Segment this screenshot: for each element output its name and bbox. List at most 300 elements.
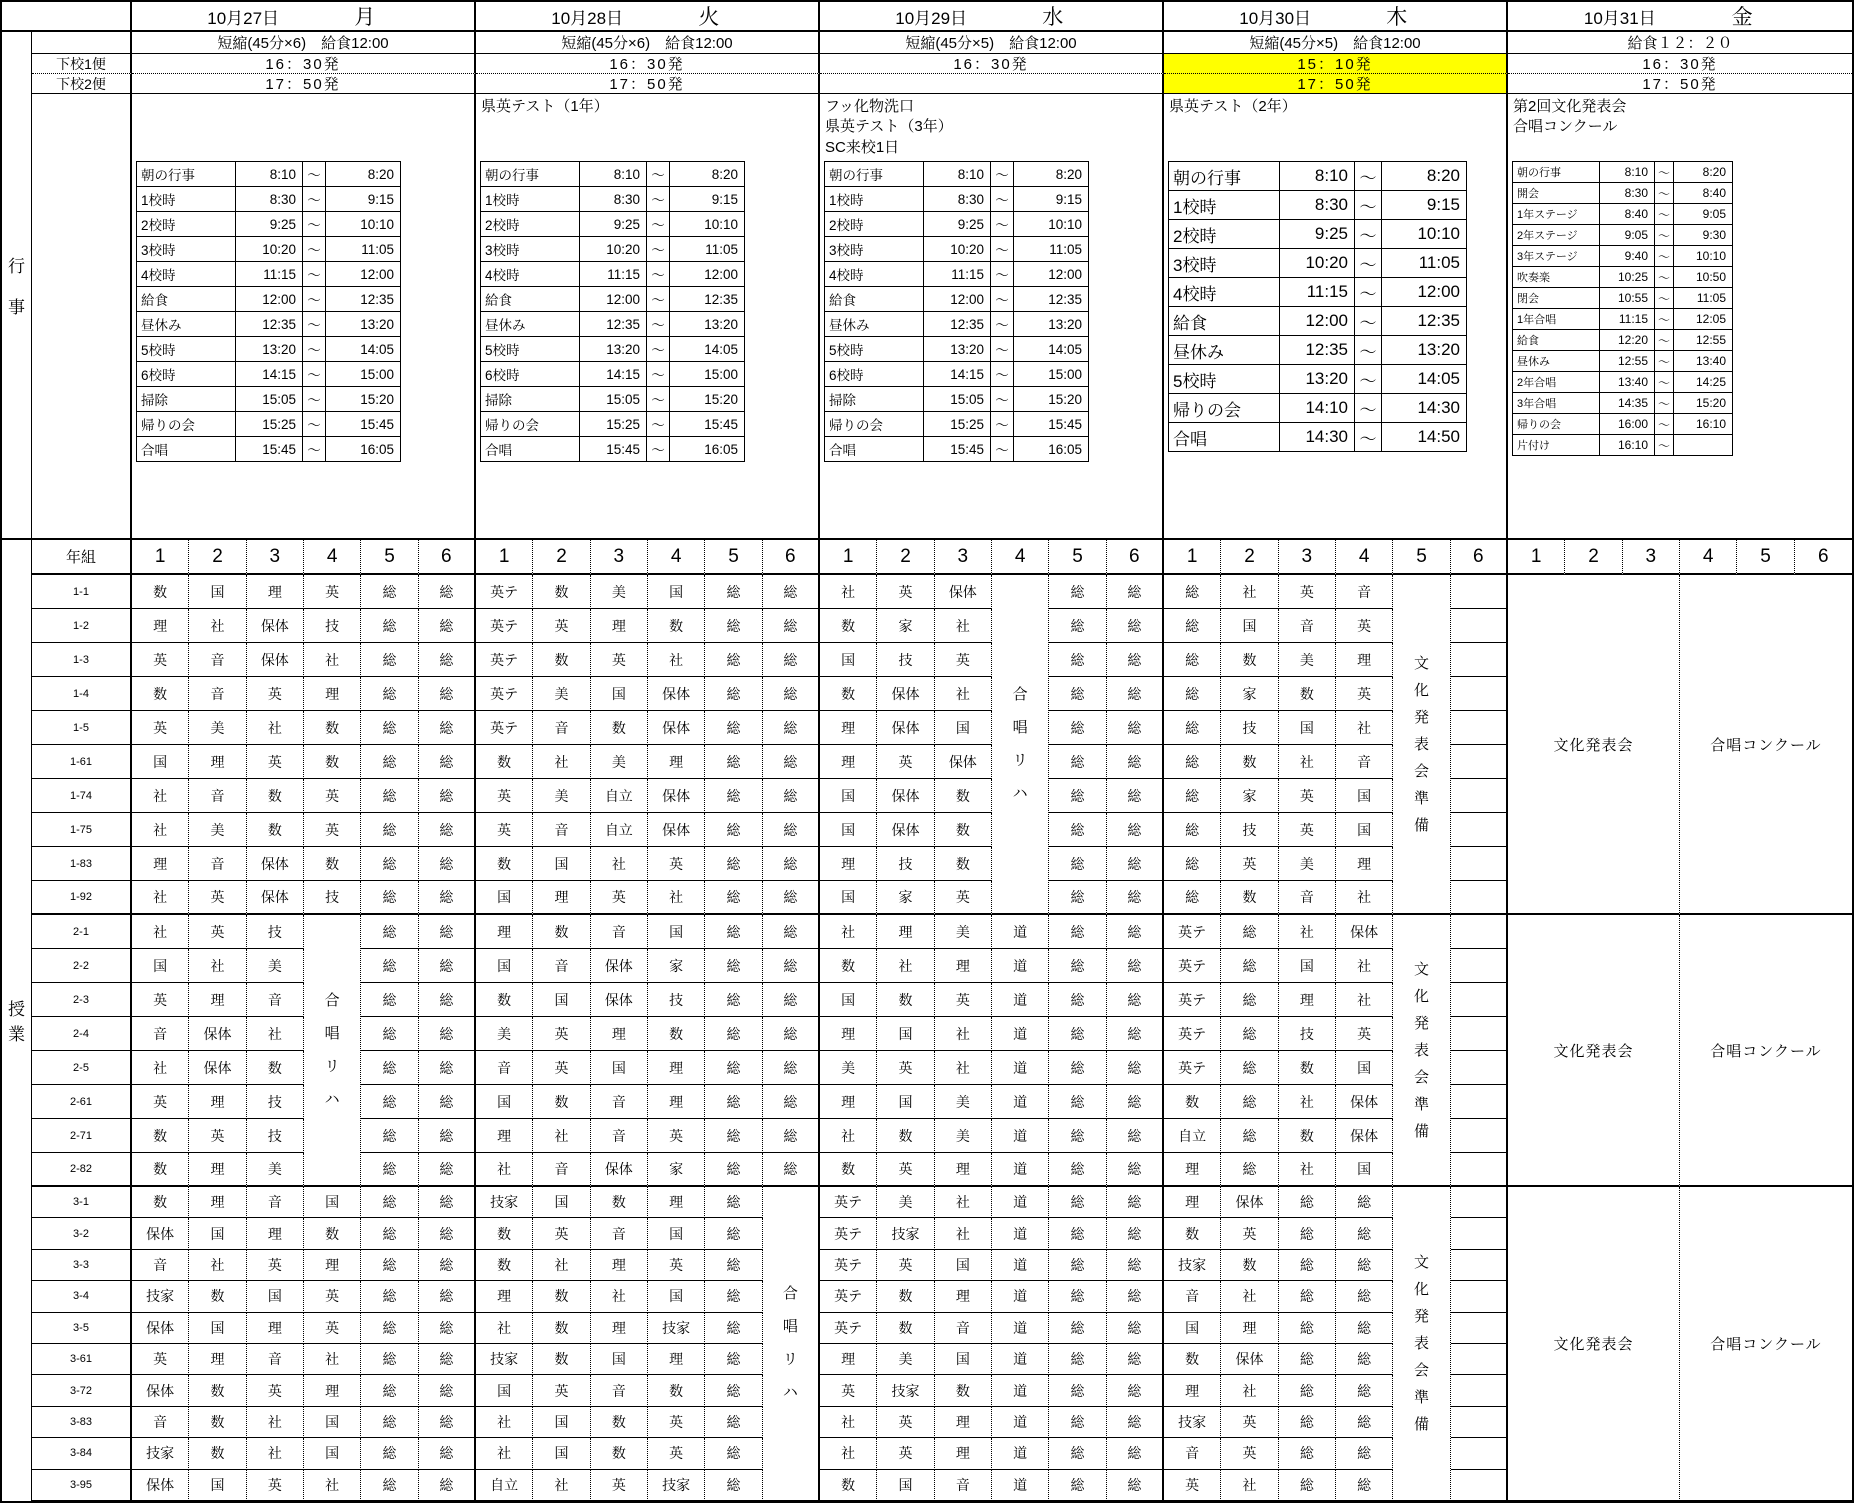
schedule-row bbox=[481, 237, 745, 262]
tilde: ～ bbox=[303, 437, 326, 462]
subject-cell: 総 bbox=[705, 575, 762, 609]
merged-label-char: 準 bbox=[1413, 1095, 1429, 1113]
period-label: 6校時 bbox=[481, 362, 580, 387]
subject-cell: 社 bbox=[1279, 745, 1336, 779]
subject-cell: 英 bbox=[1336, 1017, 1393, 1051]
subject-cell: 総 bbox=[361, 1051, 418, 1085]
schedule-row bbox=[481, 162, 745, 187]
end-time: 12:00 bbox=[1014, 262, 1089, 287]
end-time: 9:15 bbox=[326, 187, 401, 212]
schedule-row bbox=[825, 187, 1089, 212]
period-label: 給食 bbox=[1169, 307, 1280, 336]
merged-label-char: 合 bbox=[1012, 686, 1028, 703]
period-header: 3 bbox=[1623, 540, 1680, 575]
start-time: 12:00 bbox=[924, 287, 991, 312]
end-time: 16:05 bbox=[1014, 437, 1089, 462]
tilde: ～ bbox=[647, 337, 670, 362]
subject-cell: 数 bbox=[304, 745, 361, 779]
schedule-row bbox=[825, 312, 1089, 337]
end-time: 15:20 bbox=[1674, 393, 1733, 414]
tilde: ～ bbox=[1355, 278, 1382, 307]
start-time: 10:20 bbox=[236, 237, 303, 262]
subject-cell: 国 bbox=[1279, 949, 1336, 983]
subject-cell: 総 bbox=[1164, 745, 1221, 779]
start-time: 15:25 bbox=[924, 412, 991, 437]
subject-cell: 家 bbox=[648, 1153, 705, 1187]
subject-cell: 総 bbox=[1221, 1051, 1278, 1085]
start-time: 12:35 bbox=[580, 312, 647, 337]
subject-cell: 英 bbox=[877, 1153, 934, 1187]
subject-cell: 総 bbox=[705, 983, 762, 1017]
period-header: 5 bbox=[361, 540, 418, 575]
tilde: ～ bbox=[303, 287, 326, 312]
period-label: 昼休み bbox=[137, 312, 236, 337]
schedule-table bbox=[824, 161, 1089, 462]
class-row-label: 1-2 bbox=[32, 609, 132, 643]
end-time: 8:40 bbox=[1674, 183, 1733, 204]
schedule-row-label bbox=[32, 94, 132, 538]
subject-cell: 音 bbox=[132, 1407, 189, 1438]
subject-cell: 国 bbox=[591, 677, 648, 711]
subject-cell: 国 bbox=[1336, 813, 1393, 847]
subject-cell: 社 bbox=[1336, 983, 1393, 1017]
start-time: 8:10 bbox=[1280, 162, 1355, 191]
subject-cell: 国 bbox=[1336, 1153, 1393, 1187]
subject-cell: 総 bbox=[361, 575, 418, 609]
class-row-label: 1-1 bbox=[32, 575, 132, 609]
merged-label-char: 化 bbox=[1413, 987, 1429, 1005]
subject-cell: 総 bbox=[1107, 1407, 1164, 1438]
period-label: 3校時 bbox=[825, 237, 924, 262]
subject-cell: 美 bbox=[935, 915, 992, 949]
start-time: 12:35 bbox=[1280, 336, 1355, 365]
subject-cell: 数 bbox=[304, 847, 361, 881]
subject-cell: 保体 bbox=[132, 1375, 189, 1406]
subject-cell: 総 bbox=[705, 1313, 762, 1344]
tilde: ～ bbox=[1655, 204, 1674, 225]
merged-festival-prep bbox=[1393, 575, 1450, 915]
end-time: 11:05 bbox=[326, 237, 401, 262]
subject-cell: 保体 bbox=[648, 779, 705, 813]
subject-cell: 総 bbox=[763, 983, 820, 1017]
subject-cell: 社 bbox=[247, 711, 304, 745]
period-header: 3 bbox=[935, 540, 992, 575]
subject-cell: 総 bbox=[1336, 1250, 1393, 1281]
subject-cell: 英 bbox=[1279, 813, 1336, 847]
subject-cell: 美 bbox=[935, 1119, 992, 1153]
subject-cell: 英 bbox=[877, 575, 934, 609]
schedule-row bbox=[481, 387, 745, 412]
subject-cell: 道 bbox=[992, 1470, 1049, 1501]
period-label: 4校時 bbox=[1169, 278, 1280, 307]
subject-cell: 社 bbox=[1221, 575, 1278, 609]
subject-cell: 保体 bbox=[877, 677, 934, 711]
subject-cell: 数 bbox=[1164, 1085, 1221, 1119]
period-header: 3 bbox=[591, 540, 648, 575]
subject-cell: 総 bbox=[763, 847, 820, 881]
tilde: ～ bbox=[647, 287, 670, 312]
schedule-row bbox=[1169, 423, 1467, 452]
start-time: 15:05 bbox=[236, 387, 303, 412]
start-time: 10:20 bbox=[1280, 249, 1355, 278]
shorten-cell: 短縮(45分×5) 給食12:00 bbox=[820, 32, 1164, 54]
subject-cell: 総 bbox=[1221, 1153, 1278, 1187]
subject-cell: 数 bbox=[820, 609, 877, 643]
subject-cell: 社 bbox=[1336, 949, 1393, 983]
start-time: 8:10 bbox=[924, 162, 991, 187]
subject-cell: 総 bbox=[1336, 1344, 1393, 1375]
empty-cell bbox=[1451, 1119, 1508, 1153]
class-row-label: 3-95 bbox=[32, 1470, 132, 1501]
subject-cell: 英テ bbox=[476, 575, 533, 609]
subject-cell: 技 bbox=[304, 609, 361, 643]
tilde: ～ bbox=[1655, 183, 1674, 204]
subject-cell: 総 bbox=[1107, 745, 1164, 779]
subject-cell: 社 bbox=[935, 677, 992, 711]
subject-cell: 数 bbox=[247, 1051, 304, 1085]
subject-cell: 国 bbox=[533, 1438, 590, 1469]
subject-cell: 数 bbox=[189, 1438, 246, 1469]
subject-cell: 美 bbox=[1279, 847, 1336, 881]
subject-cell: 数 bbox=[533, 1281, 590, 1312]
subject-cell: 英 bbox=[1279, 779, 1336, 813]
subject-cell: 社 bbox=[648, 881, 705, 915]
subject-cell: 保体 bbox=[1336, 1085, 1393, 1119]
subject-cell: 総 bbox=[361, 847, 418, 881]
period-label: 2校時 bbox=[137, 212, 236, 237]
schedule-row bbox=[1513, 372, 1733, 393]
period-header: 1 bbox=[820, 540, 877, 575]
class-row-label: 1-74 bbox=[32, 779, 132, 813]
subject-cell: 総 bbox=[1049, 1153, 1106, 1187]
period-label: 1校時 bbox=[481, 187, 580, 212]
subject-cell: 英 bbox=[1221, 1218, 1278, 1249]
subject-cell: 社 bbox=[247, 1407, 304, 1438]
end-time: 14:05 bbox=[1014, 337, 1089, 362]
schedule-row bbox=[825, 287, 1089, 312]
schedule-row bbox=[1513, 288, 1733, 309]
subject-cell: 英 bbox=[533, 1017, 590, 1051]
subject-cell: 総 bbox=[705, 1187, 762, 1218]
date-cell bbox=[820, 2, 1164, 32]
subject-cell: 道 bbox=[992, 1344, 1049, 1375]
subject-cell: 音 bbox=[1279, 609, 1336, 643]
subject-cell: 保体 bbox=[1221, 1187, 1278, 1218]
period-label: 掃除 bbox=[137, 387, 236, 412]
class-row-label: 3-61 bbox=[32, 1344, 132, 1375]
date-label: 10月27日 bbox=[207, 8, 280, 28]
subject-cell: 英 bbox=[648, 1250, 705, 1281]
subject-cell: 技家 bbox=[648, 1313, 705, 1344]
merged-label-char: 唱 bbox=[782, 1318, 798, 1336]
start-time: 12:55 bbox=[1600, 351, 1655, 372]
period-header: 1 bbox=[1508, 540, 1565, 575]
subject-cell: 英 bbox=[935, 881, 992, 915]
subject-cell: 総 bbox=[705, 1344, 762, 1375]
schedule-row bbox=[1169, 394, 1467, 423]
period-label: 片付け bbox=[1513, 435, 1600, 456]
subject-cell: 保体 bbox=[189, 1017, 246, 1051]
subject-cell: 英 bbox=[591, 1470, 648, 1501]
period-label: 合唱 bbox=[825, 437, 924, 462]
subject-cell: 理 bbox=[247, 1313, 304, 1344]
schedule-row bbox=[137, 212, 401, 237]
merged-festival: 文化発表会 bbox=[1508, 915, 1680, 1187]
subject-cell: 総 bbox=[1049, 1375, 1106, 1406]
end-time: 15:20 bbox=[670, 387, 745, 412]
subject-cell: 数 bbox=[648, 1375, 705, 1406]
subject-cell: 社 bbox=[1221, 1281, 1278, 1312]
start-time: 13:20 bbox=[1280, 365, 1355, 394]
subject-cell: 理 bbox=[247, 575, 304, 609]
subject-cell: 社 bbox=[877, 949, 934, 983]
subject-cell: 総 bbox=[705, 813, 762, 847]
merged-label-char: リ bbox=[782, 1351, 798, 1369]
subject-cell: 美 bbox=[247, 1153, 304, 1187]
period-label: 給食 bbox=[825, 287, 924, 312]
subject-cell: 総 bbox=[1107, 1344, 1164, 1375]
subject-cell: 英 bbox=[476, 779, 533, 813]
subject-cell: 総 bbox=[705, 1218, 762, 1249]
merged-chorus-rehearsal bbox=[763, 1187, 820, 1501]
subject-cell: 国 bbox=[304, 1187, 361, 1218]
period-label: 2年合唱 bbox=[1513, 372, 1600, 393]
subject-cell: 美 bbox=[189, 711, 246, 745]
schedule-row bbox=[825, 237, 1089, 262]
empty-cell bbox=[1451, 779, 1508, 813]
subject-cell: 総 bbox=[419, 1085, 476, 1119]
class-row-label: 2-61 bbox=[32, 1085, 132, 1119]
subject-cell: 総 bbox=[361, 1119, 418, 1153]
period-label: 4校時 bbox=[825, 262, 924, 287]
subject-cell: 美 bbox=[877, 1187, 934, 1218]
period-label: 2校時 bbox=[825, 212, 924, 237]
schedule-row bbox=[1169, 249, 1467, 278]
tilde: ～ bbox=[991, 262, 1014, 287]
merged-label-char: 文 bbox=[1413, 960, 1429, 978]
event-line: 県英テスト（3年） bbox=[825, 118, 953, 136]
subject-cell: 保体 bbox=[648, 813, 705, 847]
end-time: 14:50 bbox=[1382, 423, 1467, 452]
subject-cell: 技家 bbox=[1164, 1407, 1221, 1438]
subject-cell: 数 bbox=[1221, 881, 1278, 915]
subject-cell: 総 bbox=[763, 813, 820, 847]
subject-cell: 総 bbox=[361, 813, 418, 847]
tilde: ～ bbox=[647, 262, 670, 287]
subject-cell: 英 bbox=[935, 983, 992, 1017]
subject-cell: 社 bbox=[304, 643, 361, 677]
tilde: ～ bbox=[1655, 267, 1674, 288]
weekday-label: 木 bbox=[1386, 6, 1408, 29]
date-label: 10月29日 bbox=[895, 8, 968, 28]
empty-cell bbox=[1451, 1085, 1508, 1119]
schedule-row bbox=[1169, 220, 1467, 249]
subject-cell: 技 bbox=[877, 643, 934, 677]
schedule-row bbox=[481, 187, 745, 212]
start-time: 13:40 bbox=[1600, 372, 1655, 393]
subject-cell: 数 bbox=[877, 983, 934, 1017]
period-label: 4校時 bbox=[137, 262, 236, 287]
period-header: 1 bbox=[1164, 540, 1221, 575]
subject-cell: 英 bbox=[1336, 677, 1393, 711]
subject-cell: 国 bbox=[132, 949, 189, 983]
subject-cell: 総 bbox=[1221, 949, 1278, 983]
subject-cell: 道 bbox=[992, 1438, 1049, 1469]
subject-cell: 国 bbox=[1279, 711, 1336, 745]
subject-cell: 総 bbox=[1107, 779, 1164, 813]
schedule-row bbox=[481, 212, 745, 237]
subject-cell: 総 bbox=[419, 677, 476, 711]
day-events-and-schedule bbox=[132, 94, 476, 538]
tilde: ～ bbox=[991, 337, 1014, 362]
subject-cell: 保体 bbox=[935, 745, 992, 779]
schedule-row bbox=[481, 312, 745, 337]
class-row-label: 2-2 bbox=[32, 949, 132, 983]
start-time: 8:30 bbox=[1600, 183, 1655, 204]
end-time: 9:15 bbox=[1382, 191, 1467, 220]
subject-cell: 総 bbox=[419, 1250, 476, 1281]
day-events-and-schedule bbox=[1508, 94, 1852, 538]
tilde: ～ bbox=[1655, 372, 1674, 393]
start-time: 14:15 bbox=[924, 362, 991, 387]
end-time: 10:50 bbox=[1674, 267, 1733, 288]
subject-cell: 数 bbox=[476, 1218, 533, 1249]
start-time: 12:35 bbox=[236, 312, 303, 337]
subject-cell: 社 bbox=[1221, 1375, 1278, 1406]
subject-cell: 総 bbox=[419, 949, 476, 983]
tilde: ～ bbox=[303, 312, 326, 337]
subject-cell: 総 bbox=[1107, 1051, 1164, 1085]
subject-cell: 技 bbox=[247, 915, 304, 949]
subject-cell: 理 bbox=[1336, 847, 1393, 881]
tilde: ～ bbox=[647, 312, 670, 337]
start-time: 8:10 bbox=[580, 162, 647, 187]
start-time: 14:10 bbox=[1280, 394, 1355, 423]
subject-cell: 総 bbox=[419, 711, 476, 745]
merged-label-char: 文 bbox=[1413, 1253, 1429, 1271]
subject-cell: 数 bbox=[476, 1250, 533, 1281]
subject-cell: 総 bbox=[705, 1153, 762, 1187]
class-row-label: 1-75 bbox=[32, 813, 132, 847]
events-note bbox=[476, 94, 818, 161]
subject-cell: 道 bbox=[992, 1250, 1049, 1281]
bus1-cell: 16：30発 bbox=[476, 54, 820, 74]
subject-cell: 音 bbox=[591, 1375, 648, 1406]
top-section bbox=[2, 2, 1852, 540]
subject-cell: 数 bbox=[1221, 643, 1278, 677]
subject-cell: 国 bbox=[820, 813, 877, 847]
subject-cell: 国 bbox=[1221, 609, 1278, 643]
subject-cell: 音 bbox=[533, 1153, 590, 1187]
subject-cell: 総 bbox=[763, 1153, 820, 1187]
start-time: 14:15 bbox=[580, 362, 647, 387]
period-label: 5校時 bbox=[1169, 365, 1280, 394]
tilde: ～ bbox=[991, 437, 1014, 462]
end-time: 9:15 bbox=[1014, 187, 1089, 212]
tilde: ～ bbox=[1655, 288, 1674, 309]
subject-cell: 総 bbox=[763, 643, 820, 677]
empty-cell bbox=[1451, 609, 1508, 643]
date-label: 10月30日 bbox=[1239, 8, 1312, 28]
class-row-label: 1-61 bbox=[32, 745, 132, 779]
subject-cell: 国 bbox=[476, 949, 533, 983]
subject-cell: 総 bbox=[361, 983, 418, 1017]
schedule-row bbox=[137, 437, 401, 462]
start-time: 13:20 bbox=[580, 337, 647, 362]
subject-cell: 総 bbox=[419, 643, 476, 677]
subject-cell: 理 bbox=[648, 1187, 705, 1218]
schedule-row bbox=[1513, 204, 1733, 225]
schedule-table bbox=[136, 161, 401, 462]
subject-cell: 総 bbox=[1049, 609, 1106, 643]
subject-cell: 理 bbox=[476, 915, 533, 949]
subject-cell: 総 bbox=[419, 1017, 476, 1051]
subject-cell: 英 bbox=[304, 575, 361, 609]
subject-cell: 総 bbox=[763, 1051, 820, 1085]
subject-cell: 数 bbox=[591, 1438, 648, 1469]
subject-cell: 社 bbox=[533, 1119, 590, 1153]
period-label: 昼休み bbox=[1169, 336, 1280, 365]
class-row-label: 1-5 bbox=[32, 711, 132, 745]
subject-cell: 総 bbox=[1107, 643, 1164, 677]
subject-cell: 総 bbox=[419, 881, 476, 915]
subject-cell: 総 bbox=[763, 1085, 820, 1119]
subject-cell: 総 bbox=[1107, 1250, 1164, 1281]
subject-cell: 数 bbox=[533, 643, 590, 677]
subject-cell: 理 bbox=[304, 1375, 361, 1406]
subject-cell: 音 bbox=[935, 1313, 992, 1344]
subject-cell: 英 bbox=[648, 1119, 705, 1153]
period-label: 掃除 bbox=[481, 387, 580, 412]
start-time: 11:15 bbox=[1280, 278, 1355, 307]
start-time: 12:20 bbox=[1600, 330, 1655, 351]
end-time: 12:05 bbox=[1674, 309, 1733, 330]
period-label: 4校時 bbox=[481, 262, 580, 287]
subject-cell: 総 bbox=[1049, 1017, 1106, 1051]
subject-cell: 英 bbox=[1279, 575, 1336, 609]
subject-cell: 総 bbox=[1336, 1470, 1393, 1501]
date-label: 10月31日 bbox=[1583, 8, 1656, 28]
subject-cell: 総 bbox=[1107, 1153, 1164, 1187]
tilde: ～ bbox=[1655, 393, 1674, 414]
tilde: ～ bbox=[647, 412, 670, 437]
merged-label-char: 合 bbox=[324, 992, 340, 1009]
subject-cell: 数 bbox=[476, 847, 533, 881]
tilde: ～ bbox=[303, 412, 326, 437]
subject-cell: 総 bbox=[361, 1017, 418, 1051]
subject-cell: 英 bbox=[304, 813, 361, 847]
subject-cell: 総 bbox=[361, 881, 418, 915]
period-label: 朝の行事 bbox=[1169, 162, 1280, 191]
subject-cell: 数 bbox=[1221, 745, 1278, 779]
subject-cell: 国 bbox=[476, 881, 533, 915]
subject-cell: 家 bbox=[1221, 677, 1278, 711]
period-header: 1 bbox=[476, 540, 533, 575]
subject-cell: 美 bbox=[1279, 643, 1336, 677]
subject-cell: 国 bbox=[820, 881, 877, 915]
subject-cell: 総 bbox=[1049, 711, 1106, 745]
subject-cell: 英 bbox=[648, 847, 705, 881]
subject-cell: 美 bbox=[820, 1051, 877, 1085]
subject-cell: 総 bbox=[1049, 983, 1106, 1017]
subject-cell: 総 bbox=[1164, 813, 1221, 847]
tilde: ～ bbox=[647, 362, 670, 387]
merged-label-char: ハ bbox=[782, 1384, 798, 1402]
subject-cell: 社 bbox=[820, 1407, 877, 1438]
end-time: 11:05 bbox=[1382, 249, 1467, 278]
empty-cell bbox=[1451, 1153, 1508, 1187]
subject-cell: 数 bbox=[935, 1375, 992, 1406]
